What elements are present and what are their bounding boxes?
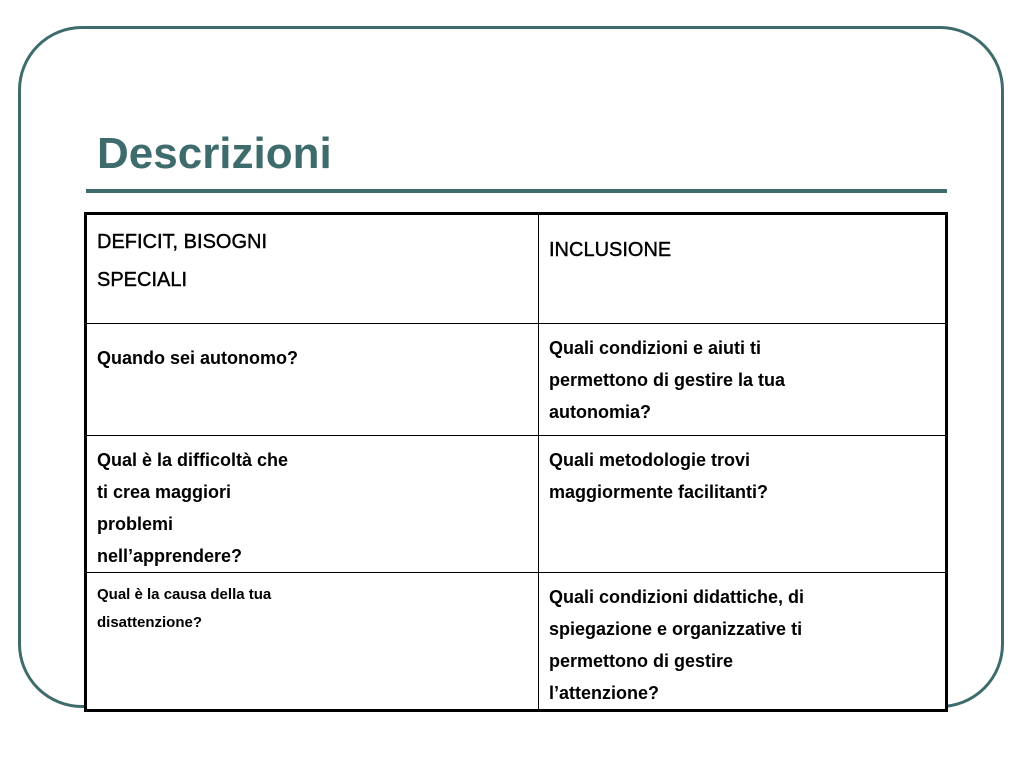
header-deficit: DEFICIT, BISOGNI SPECIALI <box>87 215 539 323</box>
table-cell-answer: Quali condizioni e aiuti ti permettono di gestire la tua autonomia? <box>539 323 946 435</box>
table-cell-question: Quando sei autonomo? <box>87 323 539 435</box>
table-row <box>87 572 945 709</box>
table-cell-answer: Quali condizioni didattiche, di spiegazione e organizzative ti permettono di gestire l’attenzione? <box>539 572 946 709</box>
slide-title: Descrizioni <box>97 129 332 178</box>
table-grid <box>87 215 945 709</box>
table-cell-question: Qual è la causa della tua disattenzione? <box>87 572 539 709</box>
table-cell-question: Qual è la difficoltà che ti crea maggiori problemi nell’apprendere? <box>87 435 539 572</box>
description-table <box>84 212 948 712</box>
table-cell-answer: Quali metodologie trovi maggiormente facilitanti? <box>539 435 946 572</box>
header-inclusione: INCLUSIONE <box>539 215 946 323</box>
table-row <box>87 435 945 572</box>
table-header-row <box>87 215 945 323</box>
title-underline <box>86 189 947 193</box>
table-row <box>87 323 945 435</box>
